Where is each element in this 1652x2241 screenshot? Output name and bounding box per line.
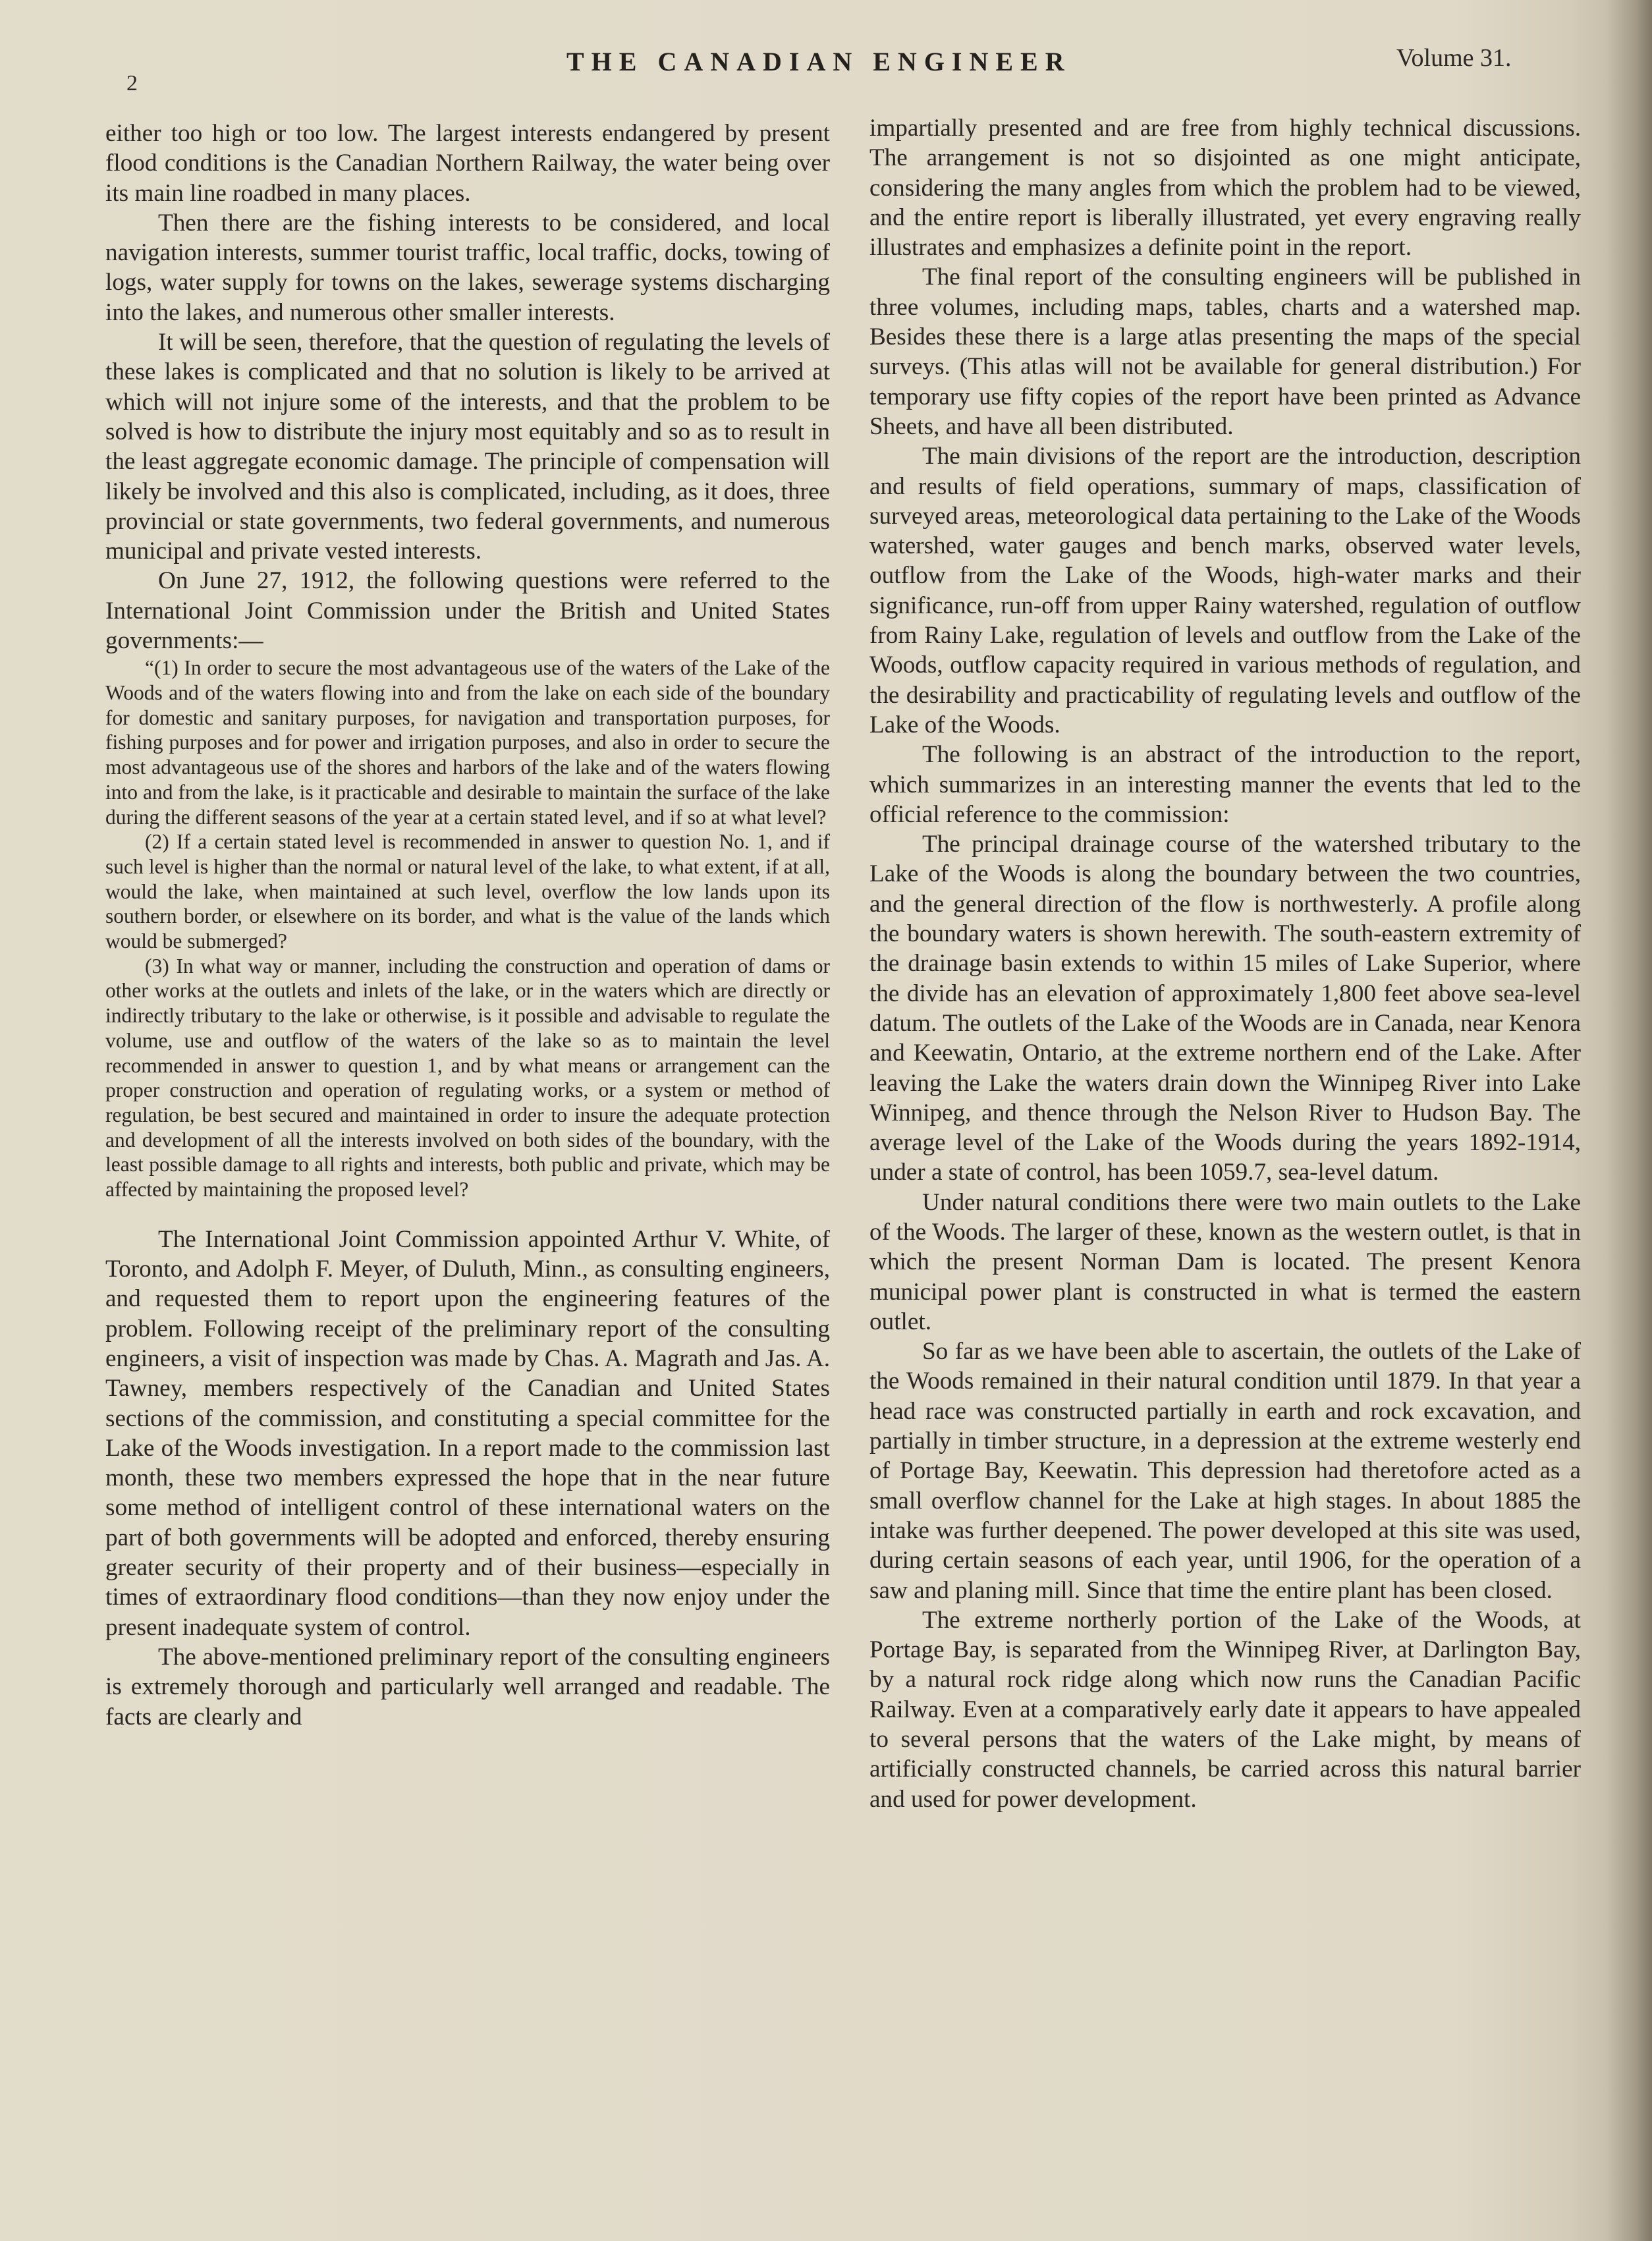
paragraph: Then there are the fishing interests to be considered, and local navigation interests, summer tourist traffic, local traffic, docks, towing of logs, water supply for towns on the lakes, sewerage systems discharging into the lakes, and numerous other smaller interests.: [105, 209, 830, 326]
section-gap: [105, 1202, 830, 1225]
volume-label: Volume 31.: [1396, 44, 1512, 72]
paragraph: It will be seen, therefore, that the question of regulating the levels of these lakes is complicated and that no solution is likely to be arrived at which will not injure some of the interests, and that the problem to be solved is how to distribute the injury most equitably and so as to result in the least aggregate economic damage. The principle of compensation will likely be involved and this also is complicated, including, as it does, three provincial or state governments, two federal governments, and numerous municipal and private vested interests.: [105, 329, 830, 565]
page-number: 2: [126, 71, 138, 96]
binding-shadow: [1606, 0, 1652, 2241]
question-1: “(1) In order to secure the most advantageous use of the waters of the Lake of the Woods and of the waters flowing into and from the lake on each side of the boundary for domestic and sanitary purposes, for navigation and transportation purposes, for fishing purposes and for power and irrigation purposes, and also in order to secure the most advantageous use of the shores and harbors of the lake and of the waters flowing into and from the lake, is it practicable and desirable to maintain the surface of the lake during the different seasons of the year at a certain stated level, and if so at what level?: [105, 656, 830, 829]
paragraph: On June 27, 1912, the following questions were referred to the International Joint Commission under the British and United States governments:—: [105, 567, 830, 655]
paragraph: Under natural conditions there were two main outlets to the Lake of the Woods. The larger of these, known as the western outlet, is that in which the present Norman Dam is located. The present Kenora municipal power plant is constructed in what is termed the eastern outlet.: [869, 1188, 1581, 1335]
journal-title: THE CANADIAN ENGINEER: [566, 47, 1072, 76]
paragraph: So far as we have been able to ascertain, the outlets of the Lake of the Woods remained in their natural condition until 1879. In that year a head race was constructed partially in earth and rock excavation, and partially in timber structure, in a depression at the extreme westerly end of Portage Bay, Keewatin. This depression had theretofore acted as a small overflow channel for the Lake at high stages. In about 1885 the intake was further deepened. The power developed at this site was used, during certain seasons of each year, until 1906, for the operation of a saw and planing mill. Since that time the entire plant has been closed.: [869, 1338, 1581, 1604]
paragraph: impartially presented and are free from highly technical discussions. The arrangement is not so disjointed as one might anticipate, considering the many angles from which the problem had to be viewed, and the entire report is liberally illustrated, yet every engraving really illustrates and emphasizes a definite point in the report.: [869, 115, 1581, 262]
left-column: [105, 119, 830, 1732]
paragraph: The International Joint Commission appointed Arthur V. White, of Toronto, and Adolph F. Meyer, of Duluth, Minn., as consulting engineers, and requested them to report upon the engineering features of the problem. Following receipt of the preliminary report of the consulting engineers, a visit of inspection was made by Chas. A. Magrath and Jas. A. Tawney, members respectively of the Canadian and United States sections of the commission, and constituting a special committee for the Lake of the Woods investigation. In a report made to the commission last month, these two members expressed the hope that in the near future some method of intelligent control of these international waters on the part of both governments will be adopted and enforced, thereby ensuring greater security of their property and of their business—especially in times of extraordinary flood conditions—than they now enjoy under the present inadequate system of control.: [105, 1225, 830, 1641]
paragraph: The main divisions of the report are the introduction, description and results of field operations, summary of maps, classification of surveyed areas, meteorological data pertaining to the Lake of the Woods watershed, water gauges and bench marks, observed water levels, outflow from the Lake of the Woods, high-water marks and their significance, run-off from upper Rainy watershed, regulation of outflow from Rainy Lake, regulation of levels and outflow from the Lake of the Woods, outflow capacity required in various methods of regulation, and the desirability and practicability of regulating levels and outflow of the Lake of the Woods.: [869, 443, 1581, 738]
right-column: [869, 113, 1581, 1814]
paragraph: The above-mentioned preliminary report of the consulting engineers is extremely thorough and particularly well arranged and readable. The facts are clearly and: [105, 1643, 830, 1730]
paragraph: The following is an abstract of the introduction to the report, which summarizes in an interesting manner the events that led to the official reference to the commission:: [869, 741, 1581, 828]
paragraph: The principal drainage course of the watershed tributary to the Lake of the Woods is along the boundary between the two countries, and the general direction of the flow is northwesterly. A profile along the boundary waters is shown herewith. The south-eastern extremity of the drainage basin extends to within 15 miles of Lake Superior, where the divide has an elevation of approximately 1,800 feet above sea-level datum. The outlets of the Lake of the Woods are in Canada, near Kenora and Keewatin, Ontario, at the extreme northern end of the Lake. After leaving the Lake the waters drain down the Winnipeg River into Lake Winnipeg, and thence through the Nelson River to Hudson Bay. The average level of the Lake of the Woods during the years 1892-1914, under a state of control, has been 1059.7, sea-level datum.: [869, 831, 1581, 1186]
page-header: [0, 43, 1652, 96]
question-2: (2) If a certain stated level is recommended in answer to question No. 1, and if such level is higher than the normal or natural level of the lake, to what extent, if at all, would the lake, when maintained at such level, overflow the low lands upon its southern border, or elsewhere on its border, and what is the value of the lands which would be submerged?: [105, 830, 830, 953]
paragraph: The final report of the consulting engineers will be published in three volumes, including maps, tables, charts and a watershed map. Besides these there is a large atlas presenting the maps of the special surveys. (This atlas will not be available for general distribution.) For temporary use fifty copies of the report have been printed as Advance Sheets, and have all been distributed.: [869, 263, 1581, 440]
question-3: (3) In what way or manner, including the construction and operation of dams or other works at the outlets and inlets of the lake, or in the waters which are directly or indirectly tributary to the lake or otherwise, is it possible and advisable to regulate the volume, use and outflow of the waters of the lake so as to maintain the level recommended in answer to question 1, and by what means or arrangement can the proper construction and operation of regulating works, or a system or method of regulation, be best secured and maintained in order to insure the adequate protection and development of all the interests involved on both sides of the boundary, with the least possible damage to all rights and interests, both public and private, which may be affected by maintaining the proposed level?: [105, 954, 830, 1202]
paragraph: either too high or too low. The largest interests endangered by present flood conditions is the Canadian Northern Railway, the water being over its main line roadbed in many places.: [105, 120, 830, 207]
paragraph: The extreme northerly portion of the Lake of the Woods, at Portage Bay, is separated from the Winnipeg River, at Darlington Bay, by a natural rock ridge along which now runs the Canadian Pacific Railway. Even at a comparatively early date it appears to have appealed to several persons that the waters of the Lake might, by means of artificially constructed channels, be carried across this natural barrier and used for power development.: [869, 1606, 1581, 1813]
